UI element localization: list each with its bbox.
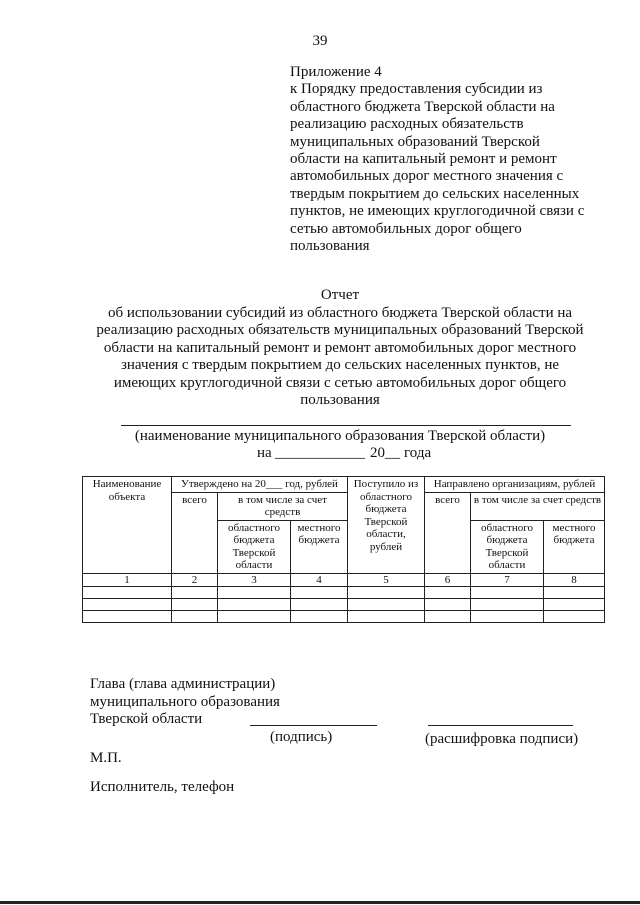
report-line: реализацию расходных обязательств муниципальных образований Тверской bbox=[96, 322, 584, 338]
appendix-line: автомобильных дорог местного значения с bbox=[290, 168, 564, 185]
appendix-line: муниципальных образований Тверской bbox=[290, 133, 540, 150]
header-approved-total: всего bbox=[172, 492, 218, 573]
table-cell[interactable] bbox=[544, 610, 605, 622]
table-cell[interactable] bbox=[471, 586, 544, 598]
column-number: 3 bbox=[218, 573, 291, 586]
date-year[interactable]: 20__ bbox=[370, 445, 400, 461]
municipality-name-line[interactable] bbox=[121, 425, 571, 426]
table-cell[interactable] bbox=[348, 598, 425, 610]
signature-decode-line[interactable] bbox=[428, 725, 573, 726]
appendix-line: к Порядку предоставления субсидии из bbox=[290, 81, 543, 98]
appendix-line: сетью автомобильных дорог общего bbox=[290, 220, 522, 237]
table-cell[interactable] bbox=[425, 598, 471, 610]
head-line: Тверской области bbox=[90, 711, 203, 727]
table-cell[interactable] bbox=[544, 586, 605, 598]
page-number: 39 bbox=[312, 33, 328, 49]
column-number: 8 bbox=[544, 573, 605, 586]
head-signatory bbox=[90, 676, 280, 729]
appendix-line: областного бюджета Тверской области на bbox=[290, 98, 555, 115]
table-cell[interactable] bbox=[83, 598, 172, 610]
municipality-caption: (наименование муниципального образования Тверской области) bbox=[134, 428, 546, 444]
header-received: Поступило из областного бюджета Тверской области, рублей bbox=[348, 477, 425, 574]
signature-line[interactable] bbox=[250, 725, 377, 726]
header-directed: Направлено организациям, рублей bbox=[425, 477, 605, 493]
header-approved: Утверждено на 20___ год, рублей bbox=[172, 477, 348, 493]
table-cell[interactable] bbox=[291, 598, 348, 610]
table-cell[interactable] bbox=[291, 586, 348, 598]
appendix-line: Приложение 4 bbox=[290, 64, 382, 80]
header-approved-including: в том числе за счет средств bbox=[218, 492, 348, 520]
report-line: об использовании субсидий из областного бюджета Тверской области на bbox=[107, 304, 573, 321]
column-number: 2 bbox=[172, 573, 218, 586]
header-approved-local: местного бюджета bbox=[291, 520, 348, 573]
report-title: Отчет bbox=[320, 287, 360, 303]
table-cell[interactable] bbox=[425, 586, 471, 598]
table-cell[interactable] bbox=[291, 610, 348, 622]
table-row bbox=[83, 610, 605, 622]
table-cell[interactable] bbox=[218, 598, 291, 610]
signature-decode-caption: (расшифровка подписи) bbox=[425, 731, 579, 747]
date-prefix: на bbox=[257, 445, 272, 461]
signature-caption: (подпись) bbox=[270, 729, 333, 745]
table-cell[interactable] bbox=[471, 598, 544, 610]
column-number: 5 bbox=[348, 573, 425, 586]
column-number: 1 bbox=[83, 573, 172, 586]
table-cell[interactable] bbox=[172, 610, 218, 622]
date-blank[interactable]: ____________ bbox=[275, 445, 365, 461]
appendix-block bbox=[290, 64, 610, 255]
appendix-line: области на капитальный ремонт и ремонт bbox=[290, 151, 557, 168]
report-line: имеющих круглогодичной связи с сетью автомобильных дорог общего bbox=[113, 374, 567, 391]
table-cell[interactable] bbox=[348, 586, 425, 598]
header-directed-regional: областного бюджета Тверской области bbox=[471, 520, 544, 573]
column-number: 7 bbox=[471, 573, 544, 586]
header-object-name: Наименование объекта bbox=[83, 477, 172, 574]
report-line: значения с твердым покрытием до сельских населенных пунктов, не bbox=[120, 357, 560, 373]
bottom-rule bbox=[0, 901, 640, 904]
header-approved-regional: областного бюджета Тверской области bbox=[218, 520, 291, 573]
table-cell[interactable] bbox=[348, 610, 425, 622]
appendix-line: пользования bbox=[290, 238, 370, 255]
table-cell[interactable] bbox=[172, 598, 218, 610]
stamp-place: М.П. bbox=[90, 750, 122, 766]
header-directed-local: местного бюджета bbox=[544, 520, 605, 573]
table-cell[interactable] bbox=[172, 586, 218, 598]
appendix-line: реализацию расходных обязательств bbox=[290, 116, 524, 133]
head-line: муниципального образования bbox=[90, 693, 280, 710]
table-row bbox=[83, 586, 605, 598]
table-cell[interactable] bbox=[471, 610, 544, 622]
report-heading bbox=[60, 287, 620, 410]
table-cell[interactable] bbox=[218, 586, 291, 598]
date-suffix: года bbox=[404, 445, 432, 461]
appendix-line: пунктов, не имеющих круглогодичной связи с bbox=[290, 203, 585, 220]
column-number-row bbox=[83, 573, 605, 586]
column-number: 4 bbox=[291, 573, 348, 586]
report-line: пользования bbox=[300, 392, 380, 408]
table-cell[interactable] bbox=[425, 610, 471, 622]
table-cell[interactable] bbox=[218, 610, 291, 622]
head-line: Глава (глава администрации) bbox=[90, 676, 276, 692]
table-cell[interactable] bbox=[83, 586, 172, 598]
table-cell[interactable] bbox=[83, 610, 172, 622]
appendix-line: твердым покрытием до сельских населенных bbox=[290, 185, 580, 202]
header-directed-total: всего bbox=[425, 492, 471, 573]
report-table bbox=[82, 476, 605, 623]
table-row bbox=[83, 598, 605, 610]
report-line: области на капитальный ремонт и ремонт автомобильных дорог местного bbox=[103, 339, 577, 356]
executor-phone: Исполнитель, телефон bbox=[90, 779, 235, 795]
header-directed-including: в том числе за счет средств bbox=[471, 492, 605, 520]
column-number: 6 bbox=[425, 573, 471, 586]
table-cell[interactable] bbox=[544, 598, 605, 610]
